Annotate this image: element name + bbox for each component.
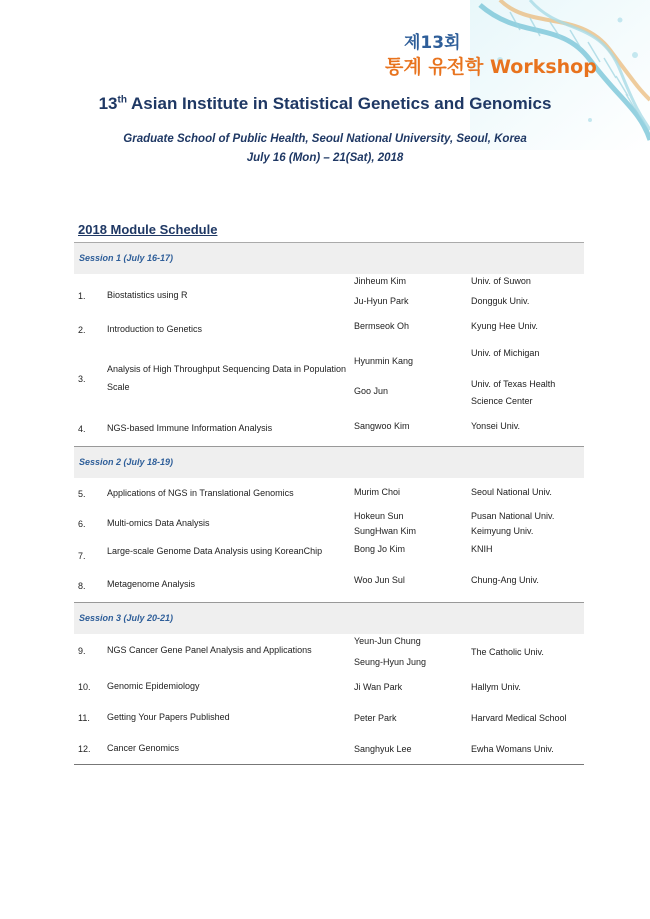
- module-title: Getting Your Papers Published: [107, 712, 230, 722]
- table-row: [74, 571, 584, 602]
- title-suffix: th: [117, 94, 127, 106]
- page-title: [0, 94, 650, 114]
- schedule-table: [74, 242, 584, 765]
- session-header: Session 1 (July 16-17): [74, 243, 584, 274]
- instructor-name: Sangwoo Kim: [354, 421, 410, 431]
- instructor-name: Hyunmin Kang: [354, 356, 414, 366]
- module-number: 2.: [78, 325, 86, 335]
- module-title: Applications of NGS in Translational Genomics: [107, 488, 294, 498]
- table-row: [74, 734, 584, 764]
- module-title: Multi-omics Data Analysis: [107, 518, 210, 528]
- dates: July 16 (Mon) – 21(Sat), 2018: [246, 152, 404, 164]
- session-header: Session 2 (July 18-19): [74, 446, 584, 478]
- module-number: 9.: [78, 646, 86, 656]
- table-row: [74, 634, 584, 672]
- instructor-institution: Chung-Ang Univ.: [471, 575, 539, 585]
- instructor-name: SungHwan Kim: [354, 526, 417, 536]
- instructor-institution: Pusan National Univ.: [471, 511, 555, 521]
- module-number: 5.: [78, 489, 86, 499]
- module-title: NGS-based Immune Information Analysis: [107, 423, 273, 433]
- module-number: 11.: [78, 713, 90, 723]
- venue: Graduate School of Public Health, Seoul National University, Seoul, Korea: [123, 133, 527, 145]
- instructor-institution: KNIH: [471, 544, 493, 554]
- instructor-institution: Seoul National Univ.: [471, 487, 552, 497]
- instructor-institution: Univ. of Suwon: [471, 276, 531, 286]
- module-number: 12.: [78, 744, 91, 754]
- instructor-name: Woo Jun Sul: [354, 575, 405, 585]
- table-row: [74, 274, 584, 319]
- module-number: 8.: [78, 581, 86, 591]
- instructor-institution: Kyung Hee Univ.: [471, 321, 538, 331]
- instructor-institution: Hallym Univ.: [471, 682, 521, 692]
- module-title: Introduction to Genetics: [107, 324, 203, 334]
- instructor-institution: Harvard Medical School: [471, 713, 567, 723]
- instructor-institution: The Catholic Univ.: [471, 647, 544, 657]
- instructor-name: Bermseok Oh: [354, 321, 410, 331]
- instructor-institution: Yonsei Univ.: [471, 421, 521, 431]
- instructor-institution: Dongguk Univ.: [471, 296, 530, 306]
- module-title: Analysis of High Throughput Sequencing Data in Population Scale: [107, 364, 346, 392]
- module-number: 10.: [78, 682, 91, 692]
- module-title: Biostatistics using R: [107, 290, 188, 300]
- instructor-institution: Univ. of Texas Health Science Center: [471, 379, 556, 406]
- instructor-name: Murim Choi: [354, 487, 401, 497]
- table-row: [74, 672, 584, 703]
- instructor-name: Seung-Hyun Jung: [354, 657, 427, 667]
- module-title: Large-scale Genome Data Analysis using KoreanChip: [107, 546, 323, 556]
- module-number: 1.: [78, 291, 86, 301]
- module-number: 7.: [78, 551, 86, 561]
- instructor-name: Jinheum Kim: [354, 276, 407, 286]
- table-row: [74, 319, 584, 346]
- title-number: 13: [98, 94, 118, 113]
- instructor-name: Goo Jun: [354, 386, 389, 396]
- instructor-name: Ji Wan Park: [354, 682, 403, 692]
- title-text: Asian Institute in Statistical Genetics and Genomics: [131, 94, 552, 113]
- instructor-institution: Univ. of Michigan: [471, 348, 540, 358]
- event-name: 통계 유전학 Workshop: [385, 56, 597, 78]
- table-row: [74, 509, 584, 541]
- session-header: Session 3 (July 20-21): [74, 602, 584, 634]
- instructor-name: Sanghyuk Lee: [354, 744, 412, 754]
- instructor-institution: Ewha Womans Univ.: [471, 744, 554, 754]
- table-row: [74, 541, 584, 571]
- instructor-institution: Keimyung Univ.: [471, 526, 534, 536]
- module-title: Cancer Genomics: [107, 743, 180, 753]
- table-row: [74, 418, 584, 446]
- table-row: [74, 703, 584, 734]
- module-title: Genomic Epidemiology: [107, 681, 200, 691]
- module-number: 6.: [78, 519, 86, 529]
- module-number: 4.: [78, 424, 86, 434]
- module-title: Metagenome Analysis: [107, 579, 196, 589]
- schedule-heading: 2018 Module Schedule: [78, 222, 218, 237]
- instructor-name: Bong Jo Kim: [354, 544, 406, 554]
- module-number: 3.: [78, 374, 86, 384]
- instructor-name: Peter Park: [354, 713, 397, 723]
- table-row: [74, 478, 584, 509]
- instructor-name: Hokeun Sun: [354, 511, 404, 521]
- module-title: NGS Cancer Gene Panel Analysis and Applications: [107, 645, 312, 655]
- event-number: 제13회: [404, 33, 461, 53]
- instructor-name: Yeun-Jun Chung: [354, 636, 421, 646]
- table-row: [74, 346, 584, 418]
- instructor-name: Ju-Hyun Park: [354, 296, 409, 306]
